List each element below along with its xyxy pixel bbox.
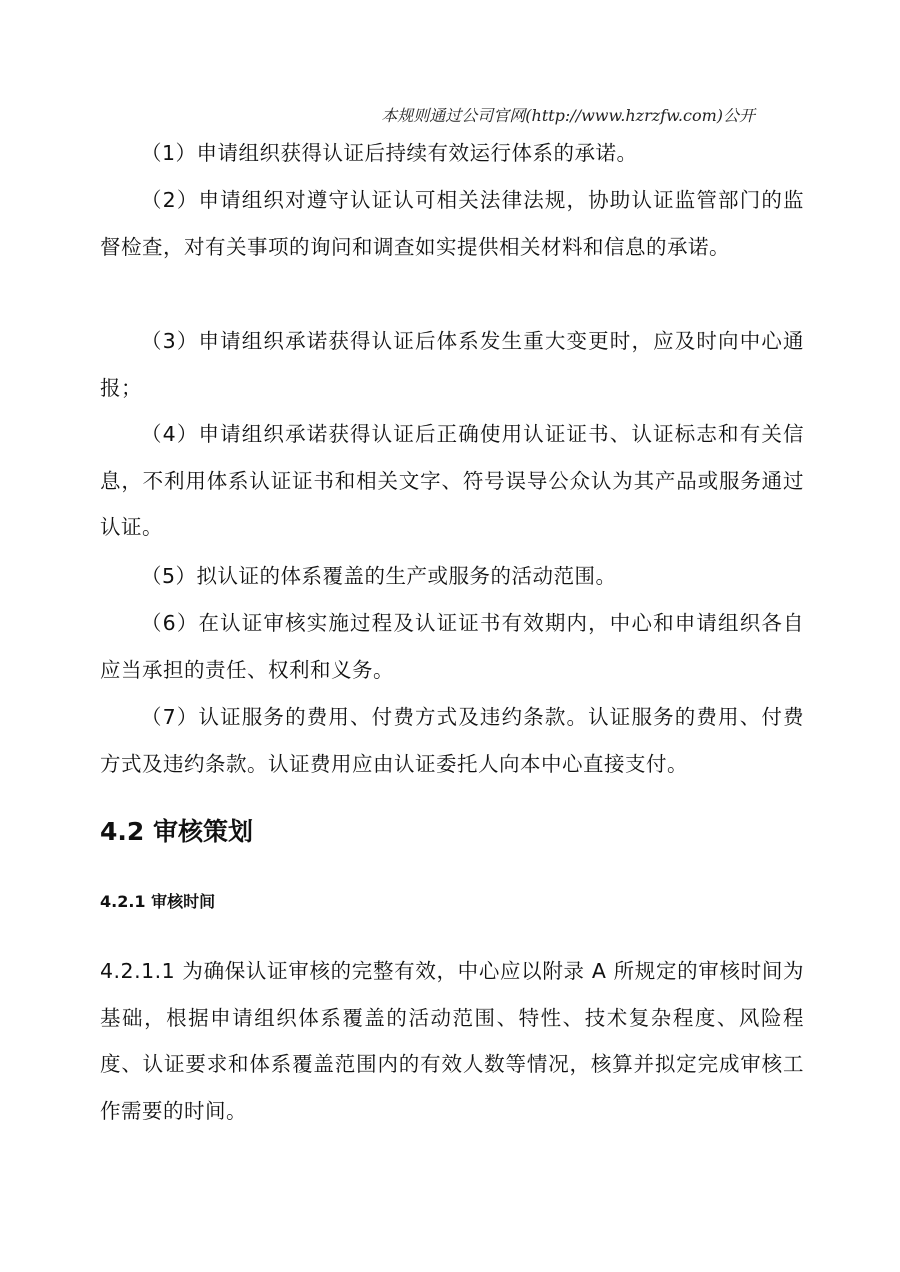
paragraph-1: （1）申请组织获得认证后持续有效运行体系的承诺。 xyxy=(141,141,638,165)
paragraph-3: （3）申请组织承诺获得认证后体系发生重大变更时，应及时向中心通报； xyxy=(100,329,804,400)
paragraph-5: （5）拟认证的体系覆盖的生产或服务的活动范围。 xyxy=(141,564,617,588)
body-clause: 4.2.1.1 为确保认证审核的完整有效，中心应以附录 A 所规定的审核时间为基础，根据申请组织体系覆盖的活动范围、特性、技术复杂程度、风险程度、认证要求和体系覆盖范围内的有效人数等情况，核算并拟定完成审核工作需要的时间。 xyxy=(100,959,804,1123)
header-note: 本规则通过公司官网(http://www.hzrzfw.com)公开 xyxy=(381,106,755,125)
subsection-title: 4.2.1 审核时间 xyxy=(100,892,216,911)
paragraph-6: （6）在认证审核实施过程及认证证书有效期内，中心和申请组织各自应当承担的责任、权利和义务。 xyxy=(100,611,804,682)
paragraph-4: （4）申请组织承诺获得认证后正确使用认证证书、认证标志和有关信息，不利用体系认证证书和相关文字、符号误导公众认为其产品或服务通过认证。 xyxy=(100,422,804,539)
paragraph-2: （2）申请组织对遵守认证认可相关法律法规，协助认证监管部门的监督检查，对有关事项的询问和调查如实提供相关材料和信息的承诺。 xyxy=(100,188,804,259)
section-title: 4.2 审核策划 xyxy=(100,817,253,846)
paragraph-7: （7）认证服务的费用、付费方式及违约条款。认证服务的费用、付费方式及违约条款。认证费用应由认证委托人向本中心直接支付。 xyxy=(100,705,804,776)
